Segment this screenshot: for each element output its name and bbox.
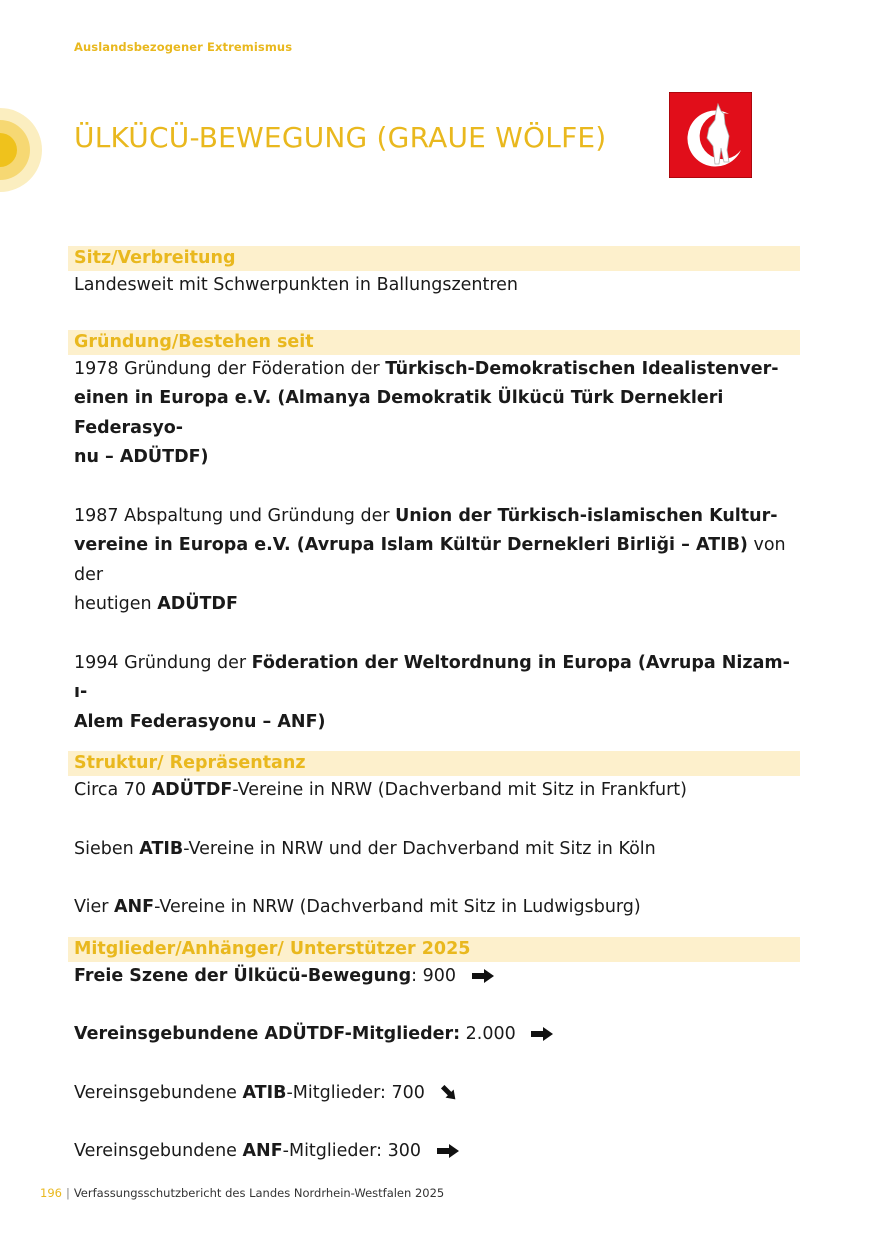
grey-wolf-crescent-emblem-icon xyxy=(669,92,752,178)
arrow-right-icon xyxy=(531,1027,553,1041)
struktur-item: Circa 70 ADÜTDF-Vereine in NRW (Dachverband mit Sitz in Frankfurt) xyxy=(74,780,687,800)
main-content xyxy=(68,246,800,1167)
gruendung-paragraph-1987: 1987 Abspaltung und Gründung der Union der Türkisch-islamischen Kultur- vereine in Europa e.V. (Avrupa Islam Kültür Dernekleri Birliği – ATIB) von der heutigen ADÜTDF xyxy=(74,505,786,614)
section-heading-gruendung: Gründung/Bestehen seit xyxy=(68,330,800,355)
page-title: ÜLKÜCÜ-BEWEGUNG (GRAUE WÖLFE) xyxy=(74,121,607,154)
running-header: Auslandsbezogener Extremismus xyxy=(74,40,293,54)
struktur-item: Vier ANF-Vereine in NRW (Dachverband mit Sitz in Ludwigsburg) xyxy=(74,897,641,917)
mitglieder-item: Vereinsgebundene ANF-Mitglieder: 300 xyxy=(68,1137,800,1167)
gruendung-paragraph-1978: 1978 Gründung der Föderation der Türkisch-Demokratischen Idealistenver- einen in Europa e.V. (Almanya Demokratik Ülkücü Türk Dernekleri Federasyo- nu – ADÜTDF) xyxy=(74,358,779,467)
struktur-item: Sieben ATIB-Vereine in NRW und der Dachverband mit Sitz in Köln xyxy=(74,838,656,859)
page-number: 196 xyxy=(40,1186,62,1200)
gruendung-paragraph-1994: 1994 Gründung der Föderation der Weltordnung in Europa (Avrupa Nizam-ı- Alem Federasyonu – ANF) xyxy=(74,652,790,732)
sitz-text: Landesweit mit Schwerpunkten in Ballungszentren xyxy=(74,275,519,295)
mitglieder-item: Vereinsgebundene ATIB-Mitglieder: 700 xyxy=(68,1079,800,1109)
arrow-right-icon xyxy=(437,1144,459,1158)
decorative-sun-circle xyxy=(0,108,42,192)
page-footer: 196 | Verfassungsschutzbericht des Landes Nordrhein-Westfalen 2025 xyxy=(40,1186,445,1200)
section-heading-mitglieder: Mitglieder/Anhänger/ Unterstützer 2025 xyxy=(68,937,800,962)
arrow-right-icon xyxy=(472,969,494,983)
mitglieder-item: Freie Szene der Ülkücü-Bewegung: 900 xyxy=(68,962,800,992)
mitglieder-item: Vereinsgebundene ADÜTDF-Mitglieder: 2.000 xyxy=(68,1020,800,1050)
section-heading-sitz: Sitz/Verbreitung xyxy=(68,246,800,271)
footer-text: Verfassungsschutzbericht des Landes Nordrhein-Westfalen 2025 xyxy=(73,1186,445,1200)
arrow-down-right-icon xyxy=(437,1080,462,1105)
section-heading-struktur: Struktur/ Repräsentanz xyxy=(68,751,800,776)
